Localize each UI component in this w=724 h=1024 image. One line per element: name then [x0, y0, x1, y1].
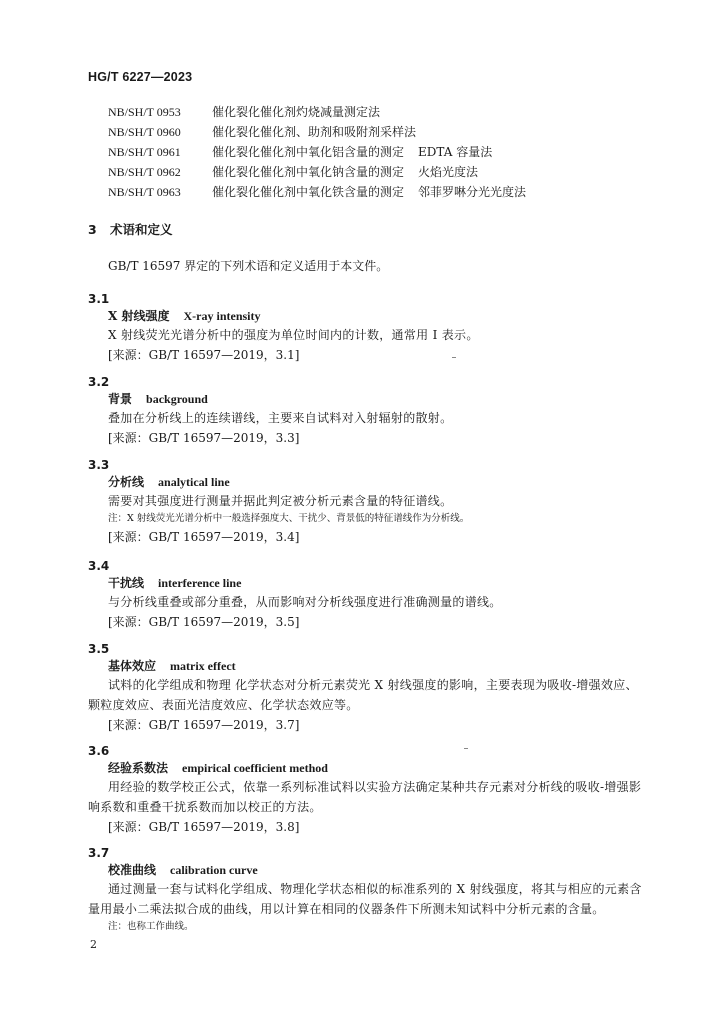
- page-number: 2: [90, 938, 97, 951]
- term-en: interference line: [158, 576, 242, 590]
- term-zh: 基体效应: [108, 659, 157, 673]
- reference-item: [108, 182, 526, 202]
- term-number: 3.4: [88, 559, 110, 573]
- reference-method: EDTA 容量法: [418, 145, 493, 159]
- section-title: 术语和定义: [110, 222, 173, 237]
- scan-speck: [464, 748, 468, 749]
- term-definition: 通过测量一套与试料化学组成、物理化学状态相似的标准系列的 X 射线强度，将其与相应的元素含量用最小二乘法拟合成的曲线，用以计算在相同的仪器条件下所测未知试料中分析元素的含量。: [88, 882, 642, 916]
- term-note: 注：也称工作曲线。: [108, 921, 194, 932]
- reference-item: [108, 122, 526, 142]
- reference-title: 催化裂化催化剂中氧化铝含量的测定: [212, 145, 405, 159]
- term-number: 3.5: [88, 642, 110, 656]
- term-zh: 背景: [108, 392, 133, 406]
- reference-method: 邻菲罗啉分光光度法: [418, 185, 527, 199]
- term-title: [108, 307, 648, 325]
- term-entry: [88, 845, 648, 935]
- term-title: [108, 657, 648, 675]
- term-source: [来源：GB/T 16597—2019，3.7]: [108, 718, 300, 732]
- reference-code: NB/SH/T 0963: [108, 185, 181, 199]
- reference-title: 催化裂化催化剂灼烧减量测定法: [212, 105, 381, 119]
- reference-item: [108, 162, 526, 182]
- term-en: background: [146, 392, 208, 406]
- term-entry: [88, 291, 648, 365]
- term-definition: 叠加在分析线上的连续谱线，主要来自试料对入射辐射的散射。: [108, 411, 453, 425]
- term-title: [108, 390, 648, 408]
- term-en: analytical line: [158, 475, 230, 489]
- term-entry: [88, 457, 648, 547]
- reference-title: 催化裂化催化剂中氧化钠含量的测定: [212, 165, 405, 179]
- term-number: 3.1: [88, 292, 110, 306]
- reference-code: NB/SH/T 0953: [108, 105, 181, 119]
- term-definition: 需要对其强度进行测量并据此判定被分析元素含量的特征谱线。: [108, 494, 453, 508]
- term-en: matrix effect: [170, 659, 236, 673]
- term-zh: 分析线: [108, 475, 145, 489]
- standard-code-header: HG/T 6227—2023: [88, 70, 193, 84]
- term-definition: 与分析线重叠或部分重叠，从而影响对分析线强度进行准确测量的谱线。: [108, 595, 502, 609]
- term-entry: [88, 558, 648, 632]
- term-title: [108, 861, 648, 879]
- term-entry: [88, 374, 648, 448]
- term-zh: 校准曲线: [108, 863, 157, 877]
- reference-item: [108, 142, 526, 162]
- term-source: [来源：GB/T 16597—2019，3.4]: [108, 530, 300, 544]
- term-zh: X 射线强度: [108, 309, 170, 323]
- reference-method: 火焰光度法: [418, 165, 479, 179]
- reference-code: NB/SH/T 0960: [108, 125, 181, 139]
- term-entry: [88, 641, 648, 735]
- term-number: 3.2: [88, 375, 110, 389]
- term-number: 3.6: [88, 744, 110, 758]
- scan-speck: [452, 357, 456, 358]
- term-entry: [88, 743, 648, 837]
- term-source: [来源：GB/T 16597—2019，3.5]: [108, 615, 300, 629]
- term-number: 3.3: [88, 458, 110, 472]
- term-en: empirical coefficient method: [182, 761, 328, 775]
- term-definition: 用经验的数学校正公式，依靠一系列标准试料以实验方法确定某种共存元素对分析线的吸收-增强影响系数和重叠干扰系数而加以校正的方法。: [88, 780, 642, 814]
- section-intro: GB/T 16597 界定的下列术语和定义适用于本文件。: [108, 259, 389, 273]
- reference-title: 催化裂化催化剂中氧化铁含量的测定: [212, 185, 405, 199]
- term-number: 3.7: [88, 846, 110, 860]
- term-source: [来源：GB/T 16597—2019，3.3]: [108, 431, 300, 445]
- term-title: [108, 574, 648, 592]
- term-definition: X 射线荧光光谱分析中的强度为单位时间内的计数，通常用 I 表示。: [108, 328, 479, 342]
- term-source: [来源：GB/T 16597—2019，3.8]: [108, 820, 300, 834]
- reference-code: NB/SH/T 0962: [108, 165, 181, 179]
- reference-code: NB/SH/T 0961: [108, 145, 181, 159]
- term-source: [来源：GB/T 16597—2019，3.1]: [108, 348, 300, 362]
- reference-item: [108, 102, 526, 122]
- term-definition: 试料的化学组成和物理 化学状态对分析元素荧光 X 射线强度的影响，主要表现为吸收-增强效应、颗粒度效应、表面光洁度效应、化学状态效应等。: [88, 678, 638, 712]
- section-number: 3: [88, 222, 97, 237]
- term-title: [108, 759, 648, 777]
- term-title: [108, 473, 648, 491]
- term-zh: 经验系数法: [108, 761, 169, 775]
- term-note: 注：X 射线荧光光谱分析中一般选择强度大、干扰少、背景低的特征谱线作为分析线。: [108, 513, 470, 524]
- term-en: X-ray intensity: [183, 309, 261, 323]
- term-zh: 干扰线: [108, 576, 145, 590]
- section-heading: [88, 220, 173, 238]
- reference-title: 催化裂化催化剂、助剂和吸附剂采样法: [212, 125, 417, 139]
- normative-references-list: [108, 102, 526, 202]
- term-en: calibration curve: [170, 863, 258, 877]
